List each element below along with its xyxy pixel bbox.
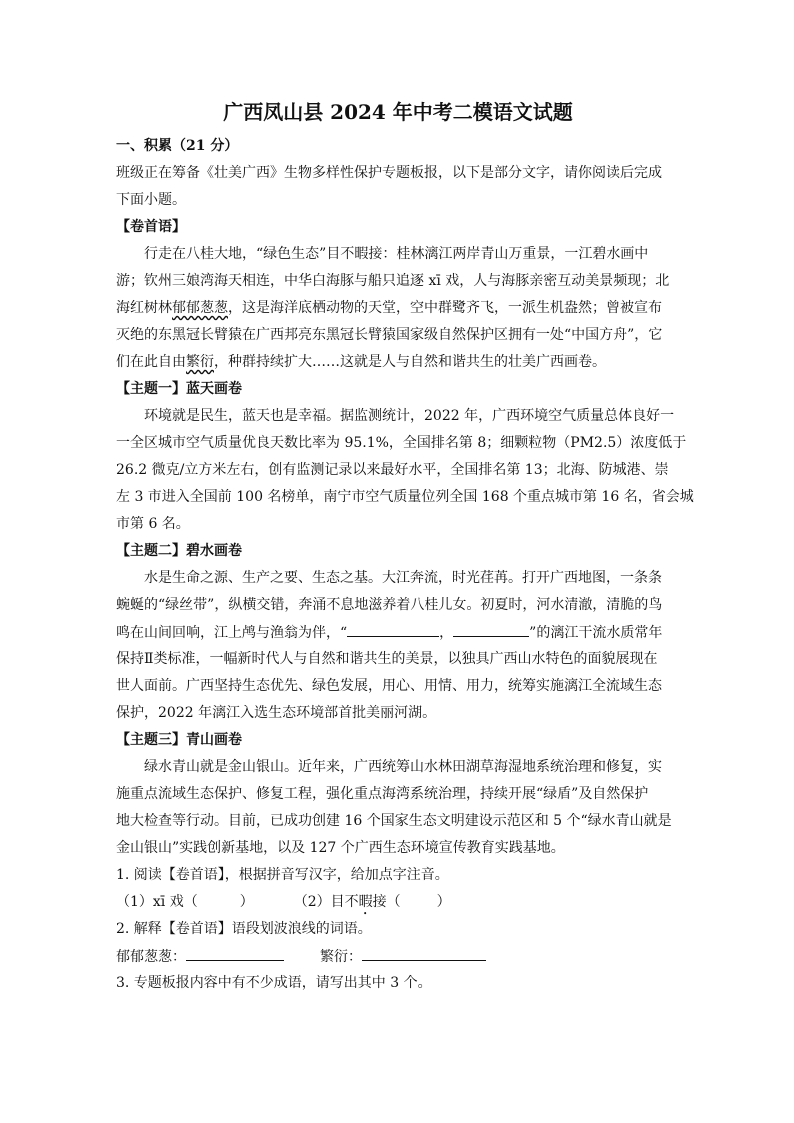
theme2-line-6: 保护，2022 年漓江入选生态环境部首批美丽河湖。 bbox=[116, 705, 437, 721]
intro-line-1: 班级正在筹备《壮美广西》生物多样性保护专题板报，以下是部分文字，请你阅读后完成 bbox=[116, 165, 662, 181]
q1-option-1-label: （1）xī 戏（ bbox=[116, 894, 198, 910]
question-1-stem: 1. 阅读【卷首语】，根据拼音写汉字，给加点字注音。 bbox=[116, 867, 449, 883]
theme1-line-5: 市第 6 名。 bbox=[116, 516, 190, 532]
theme1-heading: 【主题一】蓝天画卷 bbox=[116, 381, 242, 397]
theme2-line-3-c: ”的漓江干流水质常年 bbox=[529, 625, 663, 641]
q1-option-2-close: ） bbox=[436, 894, 451, 910]
preface-line-3 bbox=[116, 298, 662, 318]
theme2-line-3 bbox=[116, 622, 662, 643]
q1-option-2-mid: 接（ bbox=[372, 894, 401, 910]
preface-line-5-a: 们在此自由 bbox=[116, 354, 186, 370]
question-3-stem: 3. 专题板报内容中有不少成语，请写出其中 3 个。 bbox=[116, 975, 432, 991]
dotted-char-xia: 暇 bbox=[358, 894, 373, 910]
theme1-line-3: 26.2 微克/立方米左右，创有监测记录以来最好水平，全国排名第 13；北海、防城港、崇 bbox=[116, 462, 669, 478]
preface-line-1: 行走在八桂大地，“绿色生态”目不暇接：桂林漓江两岸青山万重景，一江碧水画中 bbox=[144, 246, 649, 262]
theme3-line-2: 施重点流域生态保护、修复工程，强化重点海湾系统治理，持续开展“绿盾”及自然保护 bbox=[116, 786, 649, 802]
question-1-options bbox=[116, 892, 451, 918]
theme2-line-5: 世人面前。广西坚持生态优先、绿色发展，用心、用情、用力，统筹实施漓江全流域生态 bbox=[116, 678, 662, 694]
wavy-word-yuyucongcong: 郁郁葱葱 bbox=[172, 300, 228, 316]
section-heading: 一、积累（21 分） bbox=[116, 138, 239, 154]
preface-line-3-c: ，这是海洋底栖动物的天堂，空中群鹭齐飞，一派生机盎然；曾被宣布 bbox=[228, 300, 662, 316]
intro-line-2: 下面小题。 bbox=[116, 192, 186, 208]
theme1-line-4: 左 3 市进入全国前 100 名榜单，南宁市空气质量位列全国 168 个重点城市第 16 名，省会城 bbox=[116, 489, 694, 505]
poem-blank-1[interactable] bbox=[347, 622, 439, 637]
theme2-line-1: 水是生命之源、生产之要、生态之基。大江奔流，时光荏苒。打开广西地图，一条条 bbox=[144, 570, 662, 586]
preface-line-2: 游；钦州三娘湾海天相连，中华白海豚与船只追逐 xī 戏，人与海豚亲密互动美景频现；北 bbox=[116, 273, 670, 289]
preface-line-3-a: 海红树林 bbox=[116, 300, 172, 316]
preface-line-4: 灭绝的东黑冠长臂猿在广西邦亮东黑冠长臂猿国家级自然保护区拥有一处“中国方舟”，它 bbox=[116, 327, 663, 343]
poem-blank-2[interactable] bbox=[453, 622, 529, 637]
theme2-heading: 【主题二】碧水画卷 bbox=[116, 543, 242, 559]
q2-term-2: 繁衍： bbox=[320, 949, 362, 965]
question-2-stem: 2. 解释【卷首语】语段划波浪线的词语。 bbox=[116, 921, 372, 937]
theme3-line-3: 地大检查等行动。目前，已成功创建 16 个国家生态文明建设示范区和 5 个“绿水青山就是 bbox=[116, 813, 672, 829]
theme1-line-2: 一全区城市空气质量优良天数比率为 95.1%，全国排名第 8；细颗粒物（PM2.5）浓度低于 bbox=[116, 435, 687, 451]
q1-option-1-close: ） bbox=[239, 894, 254, 910]
q2-answer-blank-2[interactable] bbox=[362, 946, 486, 961]
preface-heading: 【卷首语】 bbox=[116, 219, 186, 235]
page-title: 广西凤山县 2024 年中考二模语文试题 bbox=[223, 100, 573, 124]
wavy-word-fanyan: 繁衍 bbox=[186, 354, 214, 370]
theme2-line-2: 蜿蜒的“绿丝带”，纵横交错，奔涌不息地滋养着八桂儿女。初夏时，河水清澈，清脆的鸟 bbox=[116, 597, 663, 613]
q2-term-1: 郁郁葱葱： bbox=[116, 949, 186, 965]
theme3-line-1: 绿水青山就是金山银山。近年来，广西统筹山水林田湖草海湿地系统治理和修复，实 bbox=[144, 759, 662, 775]
theme2-line-4: 保持Ⅱ类标准，一幅新时代人与自然和谐共生的美景，以独具广西山水特色的面貌展现在 bbox=[116, 651, 658, 667]
preface-line-5-c: ，种群持续扩大……这就是人与自然和谐共生的壮美广西画卷。 bbox=[214, 354, 606, 370]
question-2-answers bbox=[116, 946, 486, 967]
q1-option-2-label: （2）目不 bbox=[293, 894, 359, 910]
q2-answer-blank-1[interactable] bbox=[186, 946, 284, 961]
theme3-line-4: 金山银山”实践创新基地，以及 127 个广西生态环境宣传教育实践基地。 bbox=[116, 840, 565, 856]
preface-line-5 bbox=[116, 352, 606, 372]
theme2-line-3-b: ， bbox=[439, 625, 454, 641]
theme3-heading: 【主题三】青山画卷 bbox=[116, 732, 242, 748]
theme1-line-1: 环境就是民生，蓝天也是幸福。据监测统计，2022 年，广西环境空气质量总体良好一 bbox=[144, 408, 675, 424]
theme2-line-3-a: 鸣在山间回响，江上鸬与渔翁为伴，“ bbox=[116, 625, 348, 641]
